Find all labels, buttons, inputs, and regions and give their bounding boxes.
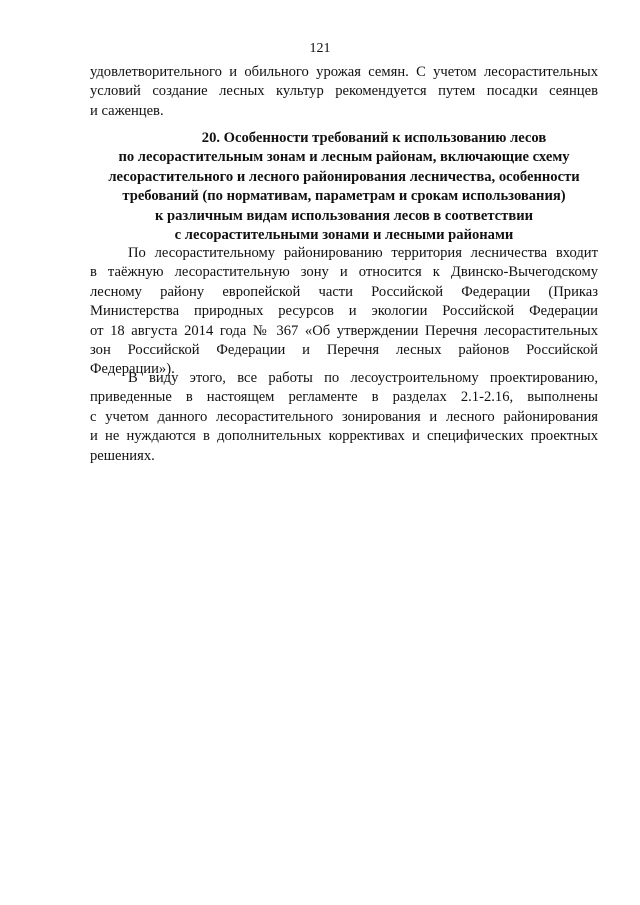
paragraph-conclusion	[90, 369, 598, 466]
page-number: 121	[309, 41, 331, 56]
paragraph-line: В виду этого, все работы по лесоустроительному проектированию,	[128, 370, 598, 386]
section-heading-line: 20. Особенности требований к использованию лесов	[201, 130, 547, 146]
paragraph-line: от 18 августа 2014 года № 367 «Об утверждении Перечня лесорастительных	[90, 322, 598, 339]
section-heading-line: с лесорастительными зонами и лесными районами	[174, 227, 514, 244]
paragraph-zoning	[90, 244, 598, 380]
continuation-paragraph	[90, 63, 598, 121]
section-heading-line: по лесорастительным зонам и лесным районам, включающие схему	[118, 149, 570, 166]
section-heading-line: лесорастительного и лесного районирования лесничества, особенности	[108, 168, 580, 185]
paragraph-line: приведенные в настоящем регламенте в разделах 2.1-2.16, выполнены	[90, 389, 598, 406]
paragraph-line: Федерации»).	[90, 361, 175, 378]
paragraph-line: и не нуждаются в дополнительных коррективах и специфических проектных	[90, 428, 598, 445]
paragraph-line: лесному району европейской части Российской Федерации (Приказ	[90, 283, 598, 300]
continuation-line: удовлетворительного и обильного урожая семян. С учетом лесорастительных	[90, 64, 598, 80]
section-heading-line: требований (по нормативам, параметрам и срокам использования)	[122, 188, 566, 205]
section-heading-line: к различным видам использования лесов в соответствии	[154, 207, 534, 224]
section-heading	[90, 129, 598, 245]
paragraph-line: в таёжную лесорастительную зону и относится к Двинско-Вычегодскому	[90, 264, 598, 281]
paragraph-line: решениях.	[90, 447, 155, 464]
continuation-line: условий создание лесных культур рекомендуется путем посадки сеянцев	[90, 83, 598, 100]
paragraph-line: зон Российской Федерации и Перечня лесных районов Российской	[90, 342, 598, 359]
continuation-line: и саженцев.	[90, 102, 164, 119]
paragraph-line: Министерства природных ресурсов и экологии Российской Федерации	[90, 303, 598, 320]
paragraph-line: с учетом данного лесорастительного зонирования и лесного районирования	[90, 408, 598, 425]
paragraph-line: По лесорастительному районированию территория лесничества входит	[128, 245, 598, 261]
